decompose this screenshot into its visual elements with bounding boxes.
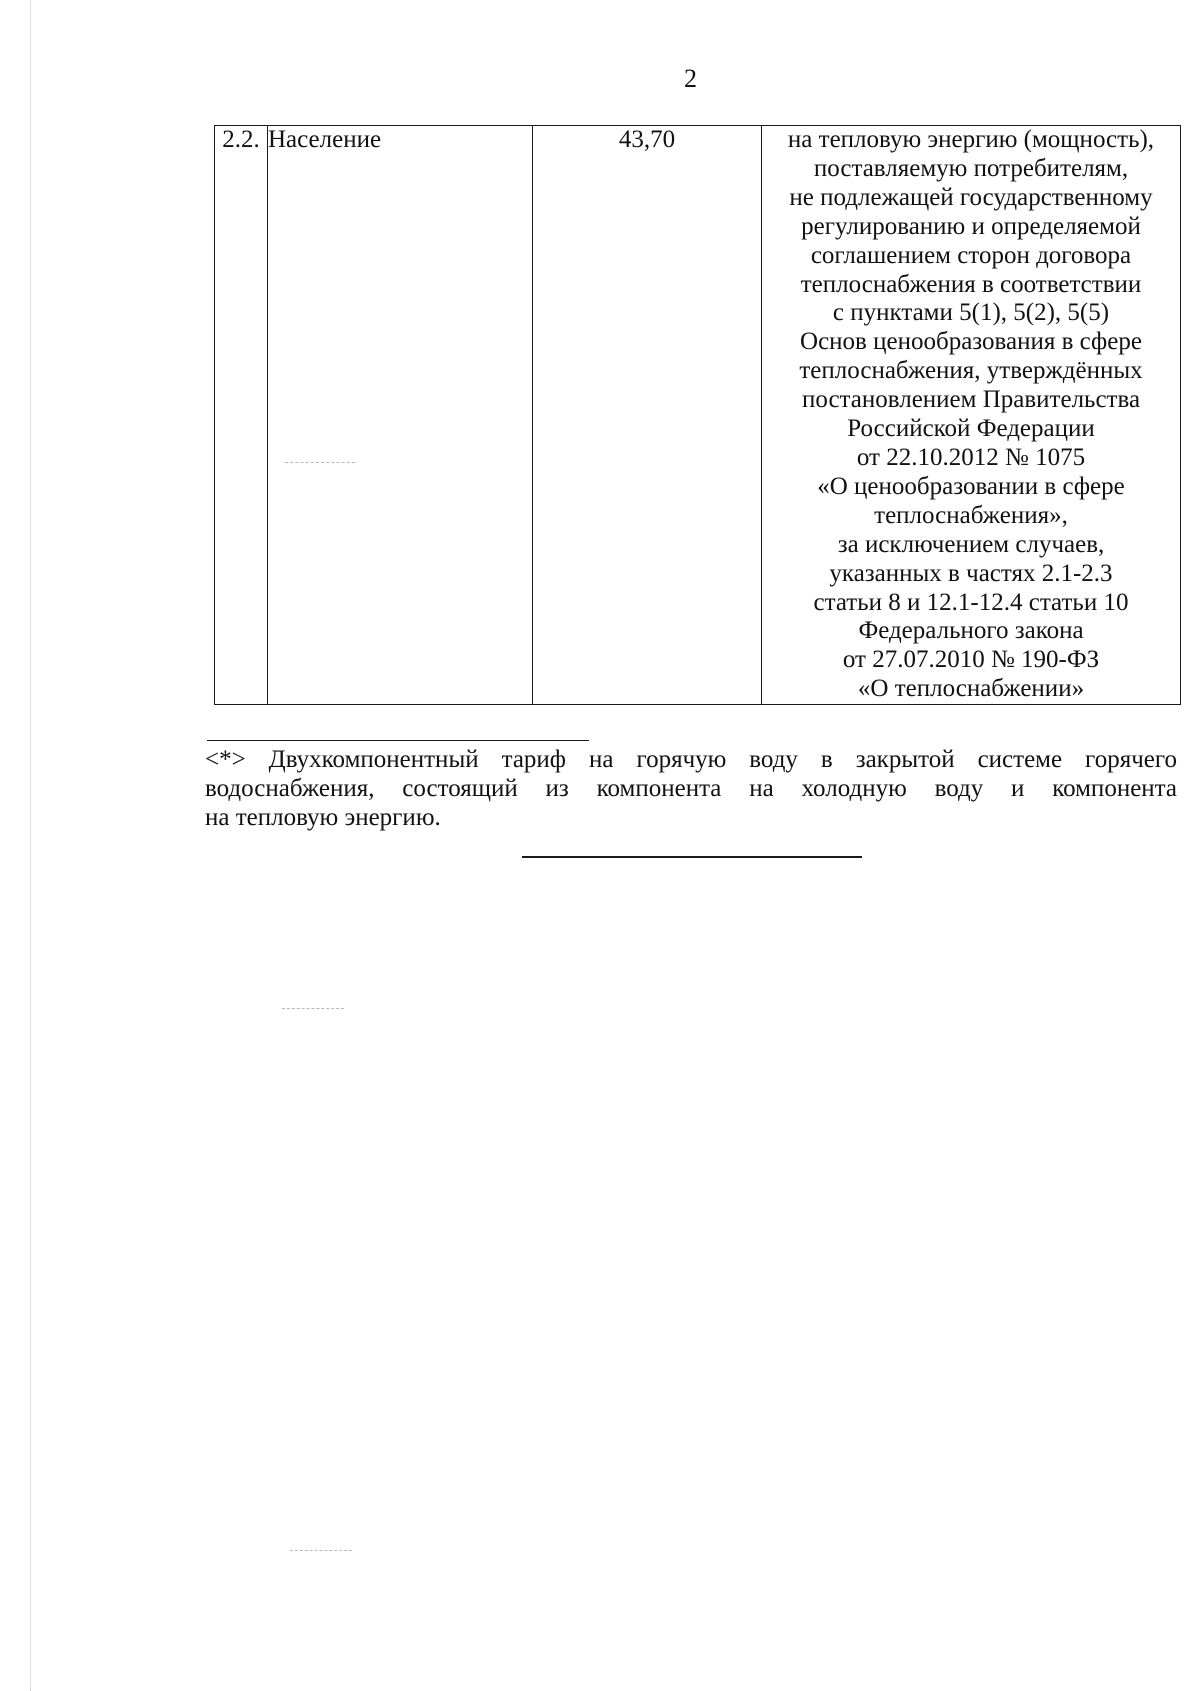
- description-line: поставляемую потребителям,: [813, 154, 1129, 182]
- scan-artifact: [290, 1550, 352, 1551]
- tariff-value: 43,70: [533, 126, 762, 705]
- footnote-separator: [207, 740, 589, 741]
- footnote-line: на тепловую энергию.: [205, 804, 441, 831]
- description-line: Основ ценообразования в сфере: [800, 328, 1142, 356]
- consumer-category: Население: [268, 126, 533, 705]
- description-line: за исключением случаев,: [837, 530, 1105, 558]
- row-number: 2.2.: [215, 126, 268, 705]
- description-line: теплоснабжения»,: [874, 501, 1068, 529]
- description-line: регулированию и определяемой: [801, 212, 1141, 240]
- description-line: статьи 8 и 12.1-12.4 статьи 10: [813, 588, 1129, 616]
- description-line: соглашением сторон договора: [810, 241, 1132, 269]
- description-line: с пунктами 5(1), 5(2), 5(5): [832, 299, 1110, 327]
- description-line: от 27.07.2010 № 190-ФЗ: [842, 646, 1100, 674]
- description-line: от 22.10.2012 № 1075: [856, 443, 1086, 471]
- scan-artifact: [282, 1008, 344, 1009]
- scan-edge: [30, 0, 31, 1691]
- footnote-line: <*> Двухкомпонентный тариф на горячую воду в закрытой системе горячего: [205, 746, 1177, 773]
- page-number: 2: [684, 64, 697, 93]
- description-line: указанных в частях 2.1-2.3: [829, 559, 1113, 587]
- tariff-table: [214, 125, 1181, 705]
- description-line: на тепловую энергию (мощность),: [787, 126, 1155, 153]
- end-of-document-rule: [522, 856, 862, 858]
- table-row: [215, 126, 1181, 705]
- description-line: Федерального закона: [858, 617, 1084, 645]
- scan-artifact: [285, 462, 355, 463]
- description-line: не подлежащей государственному: [789, 183, 1153, 211]
- description-line: «О ценообразовании в сфере: [817, 472, 1125, 500]
- tariff-description: [762, 126, 1181, 705]
- description-line: теплоснабжения в соответствии: [800, 270, 1142, 298]
- description-line: постановлением Правительства: [801, 386, 1141, 414]
- description-line: «О теплоснабжении»: [857, 675, 1085, 703]
- footnote-line: водоснабжения, состоящий из компонента на холодную воду и компонента: [205, 775, 1177, 802]
- description-line: Российской Федерации: [847, 415, 1095, 443]
- footnote: [205, 745, 1177, 832]
- description-line: теплоснабжения, утверждённых: [799, 357, 1143, 385]
